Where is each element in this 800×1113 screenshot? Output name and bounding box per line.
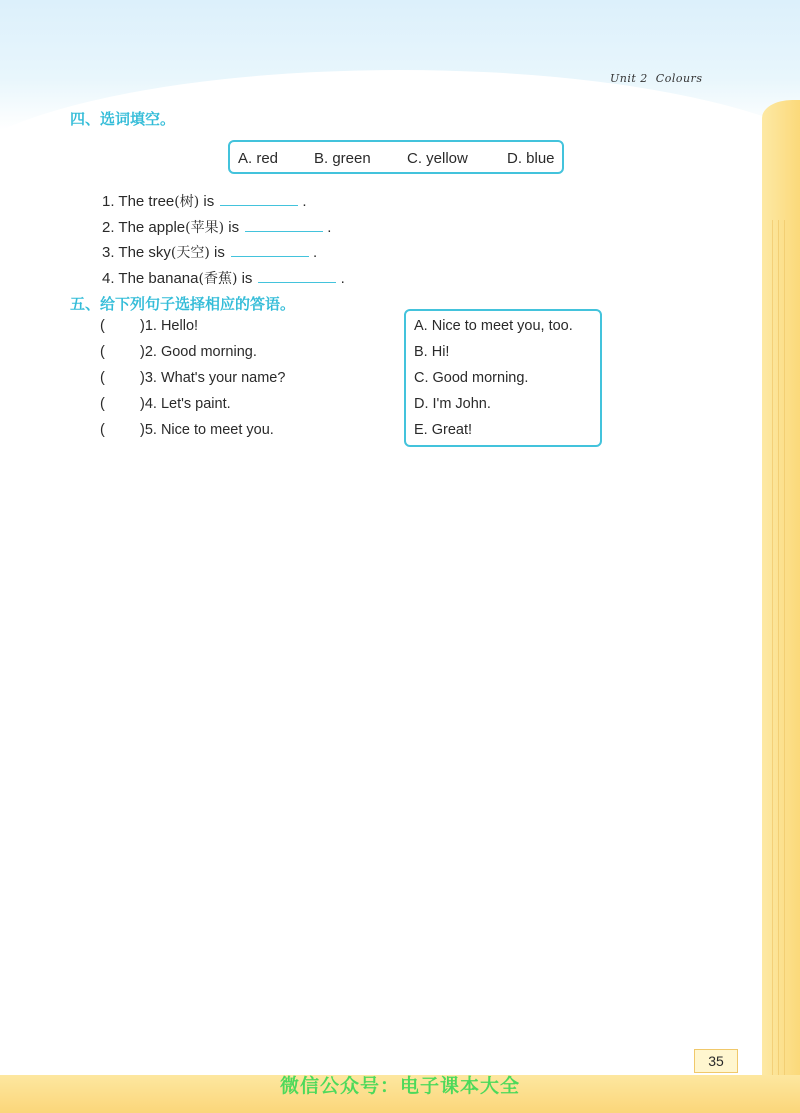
answer-blank[interactable] bbox=[245, 217, 323, 232]
answer-paren-open[interactable]: ( bbox=[100, 396, 105, 412]
answer-paren-open[interactable]: ( bbox=[100, 422, 105, 438]
answer-paren-open[interactable]: ( bbox=[100, 318, 105, 334]
option-a: A. red bbox=[238, 150, 279, 167]
page-edge-tab bbox=[762, 100, 800, 1113]
answer-a: A. Nice to meet you, too. bbox=[414, 318, 573, 334]
section4-title: 四、选词填空。 bbox=[70, 110, 176, 128]
fill-question-1: 1. The tree(树) is . bbox=[102, 193, 307, 210]
fill-question-2: 2. The apple(苹果) is . bbox=[102, 219, 332, 236]
answer-c: C. Good morning. bbox=[414, 370, 529, 386]
option-d: D. blue bbox=[507, 150, 555, 167]
page-number: 35 bbox=[694, 1049, 738, 1073]
answer-blank[interactable] bbox=[231, 242, 309, 257]
unit-label: Unit 2 bbox=[610, 72, 648, 85]
match-question-1: ( )1. Hello! bbox=[100, 318, 199, 334]
match-question-3: ( )3. What's your name? bbox=[100, 370, 286, 386]
fill-question-4: 4. The banana(香蕉) is . bbox=[102, 270, 345, 287]
match-question-4: ( )4. Let's paint. bbox=[100, 396, 231, 412]
match-question-2: ( )2. Good morning. bbox=[100, 344, 257, 360]
answer-e: E. Great! bbox=[414, 422, 473, 438]
fill-question-3: 3. The sky(天空) is . bbox=[102, 244, 318, 261]
answer-blank[interactable] bbox=[258, 268, 336, 283]
option-c: C. yellow bbox=[407, 150, 468, 167]
match-question-5: ( )5. Nice to meet you. bbox=[100, 422, 274, 438]
answer-paren-open[interactable]: ( bbox=[100, 370, 105, 386]
answer-blank[interactable] bbox=[220, 191, 298, 206]
option-b: B. green bbox=[314, 150, 371, 167]
answer-paren-open[interactable]: ( bbox=[100, 344, 105, 360]
section5-title: 五、给下列句子选择相应的答语。 bbox=[70, 295, 296, 313]
answer-d: D. I'm John. bbox=[414, 396, 491, 412]
chapter-label: Colours bbox=[655, 72, 703, 85]
running-header bbox=[610, 72, 702, 85]
answer-b: B. Hi! bbox=[414, 344, 450, 360]
watermark-text: 微信公众号：电子课本大全 bbox=[279, 1075, 520, 1097]
